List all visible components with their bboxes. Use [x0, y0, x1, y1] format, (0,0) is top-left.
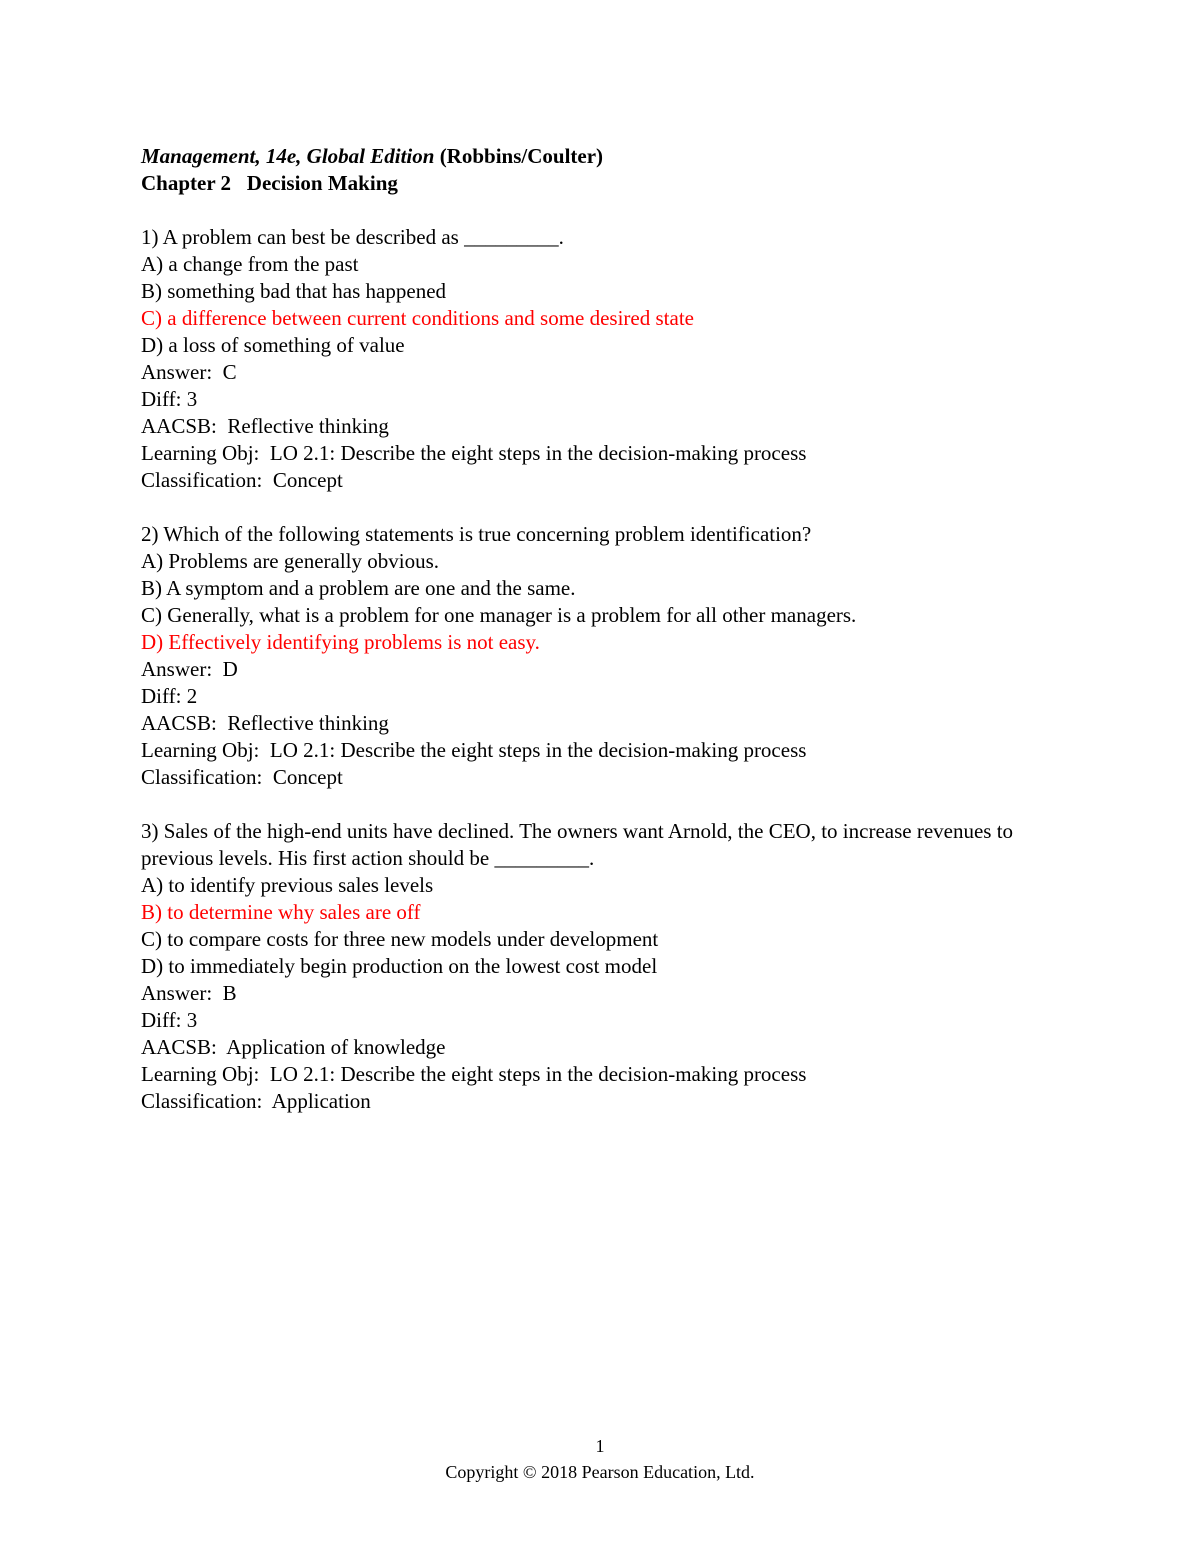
- chapter-heading: Chapter 2 Decision Making: [141, 171, 398, 195]
- option-d: D) to immediately begin production on the lowest cost model: [141, 954, 658, 978]
- option-a: A) to identify previous sales levels: [141, 873, 434, 897]
- aacsb-line: AACSB: Reflective thinking: [141, 414, 389, 438]
- option-c-correct: C) a difference between current conditions and some desired state: [141, 306, 694, 330]
- option-a: A) a change from the past: [141, 252, 359, 276]
- difficulty-line: Diff: 3: [141, 387, 198, 411]
- option-b: B) something bad that has happened: [141, 279, 447, 303]
- document-body: [141, 143, 1081, 1115]
- learning-objective-line: Learning Obj: LO 2.1: Describe the eight steps in the decision-making process: [141, 441, 807, 465]
- option-a: A) Problems are generally obvious.: [141, 549, 440, 573]
- answer-line: Answer: C: [141, 360, 237, 384]
- aacsb-line: AACSB: Application of knowledge: [141, 1035, 446, 1059]
- learning-objective-line: Learning Obj: LO 2.1: Describe the eight steps in the decision-making process: [141, 1062, 807, 1086]
- option-d: D) a loss of something of value: [141, 333, 405, 357]
- question-stem: 3) Sales of the high-end units have declined. The owners want Arnold, the CEO, to increase revenues to previous levels. His first action should be _________.: [141, 819, 1014, 870]
- option-d-correct: D) Effectively identifying problems is not easy.: [141, 630, 540, 654]
- spacer: [141, 791, 1081, 818]
- difficulty-line: Diff: 3: [141, 1008, 198, 1032]
- book-authors: (Robbins/Coulter): [434, 144, 604, 168]
- answer-line: Answer: B: [141, 981, 237, 1005]
- answer-line: Answer: D: [141, 657, 238, 681]
- spacer: [141, 197, 1081, 224]
- aacsb-line: AACSB: Reflective thinking: [141, 711, 389, 735]
- option-b-correct: B) to determine why sales are off: [141, 900, 421, 924]
- question-2: [141, 521, 1081, 791]
- document-title: [141, 143, 1081, 170]
- classification-line: Classification: Concept: [141, 765, 343, 789]
- classification-line: Classification: Application: [141, 1089, 371, 1113]
- question-1: [141, 224, 1081, 494]
- learning-objective-line: Learning Obj: LO 2.1: Describe the eight steps in the decision-making process: [141, 738, 807, 762]
- difficulty-line: Diff: 2: [141, 684, 198, 708]
- page-number: 1: [595, 1436, 605, 1456]
- option-c: C) to compare costs for three new models under development: [141, 927, 659, 951]
- question-stem: 2) Which of the following statements is true concerning problem identification?: [141, 522, 812, 546]
- classification-line: Classification: Concept: [141, 468, 343, 492]
- option-c: C) Generally, what is a problem for one manager is a problem for all other managers.: [141, 603, 857, 627]
- question-stem: 1) A problem can best be described as _________.: [141, 225, 564, 249]
- option-b: B) A symptom and a problem are one and the same.: [141, 576, 576, 600]
- copyright-notice: Copyright © 2018 Pearson Education, Ltd.: [445, 1462, 755, 1482]
- question-3: [141, 818, 1081, 1115]
- book-title: Management, 14e, Global Edition: [141, 144, 435, 168]
- spacer: [141, 494, 1081, 521]
